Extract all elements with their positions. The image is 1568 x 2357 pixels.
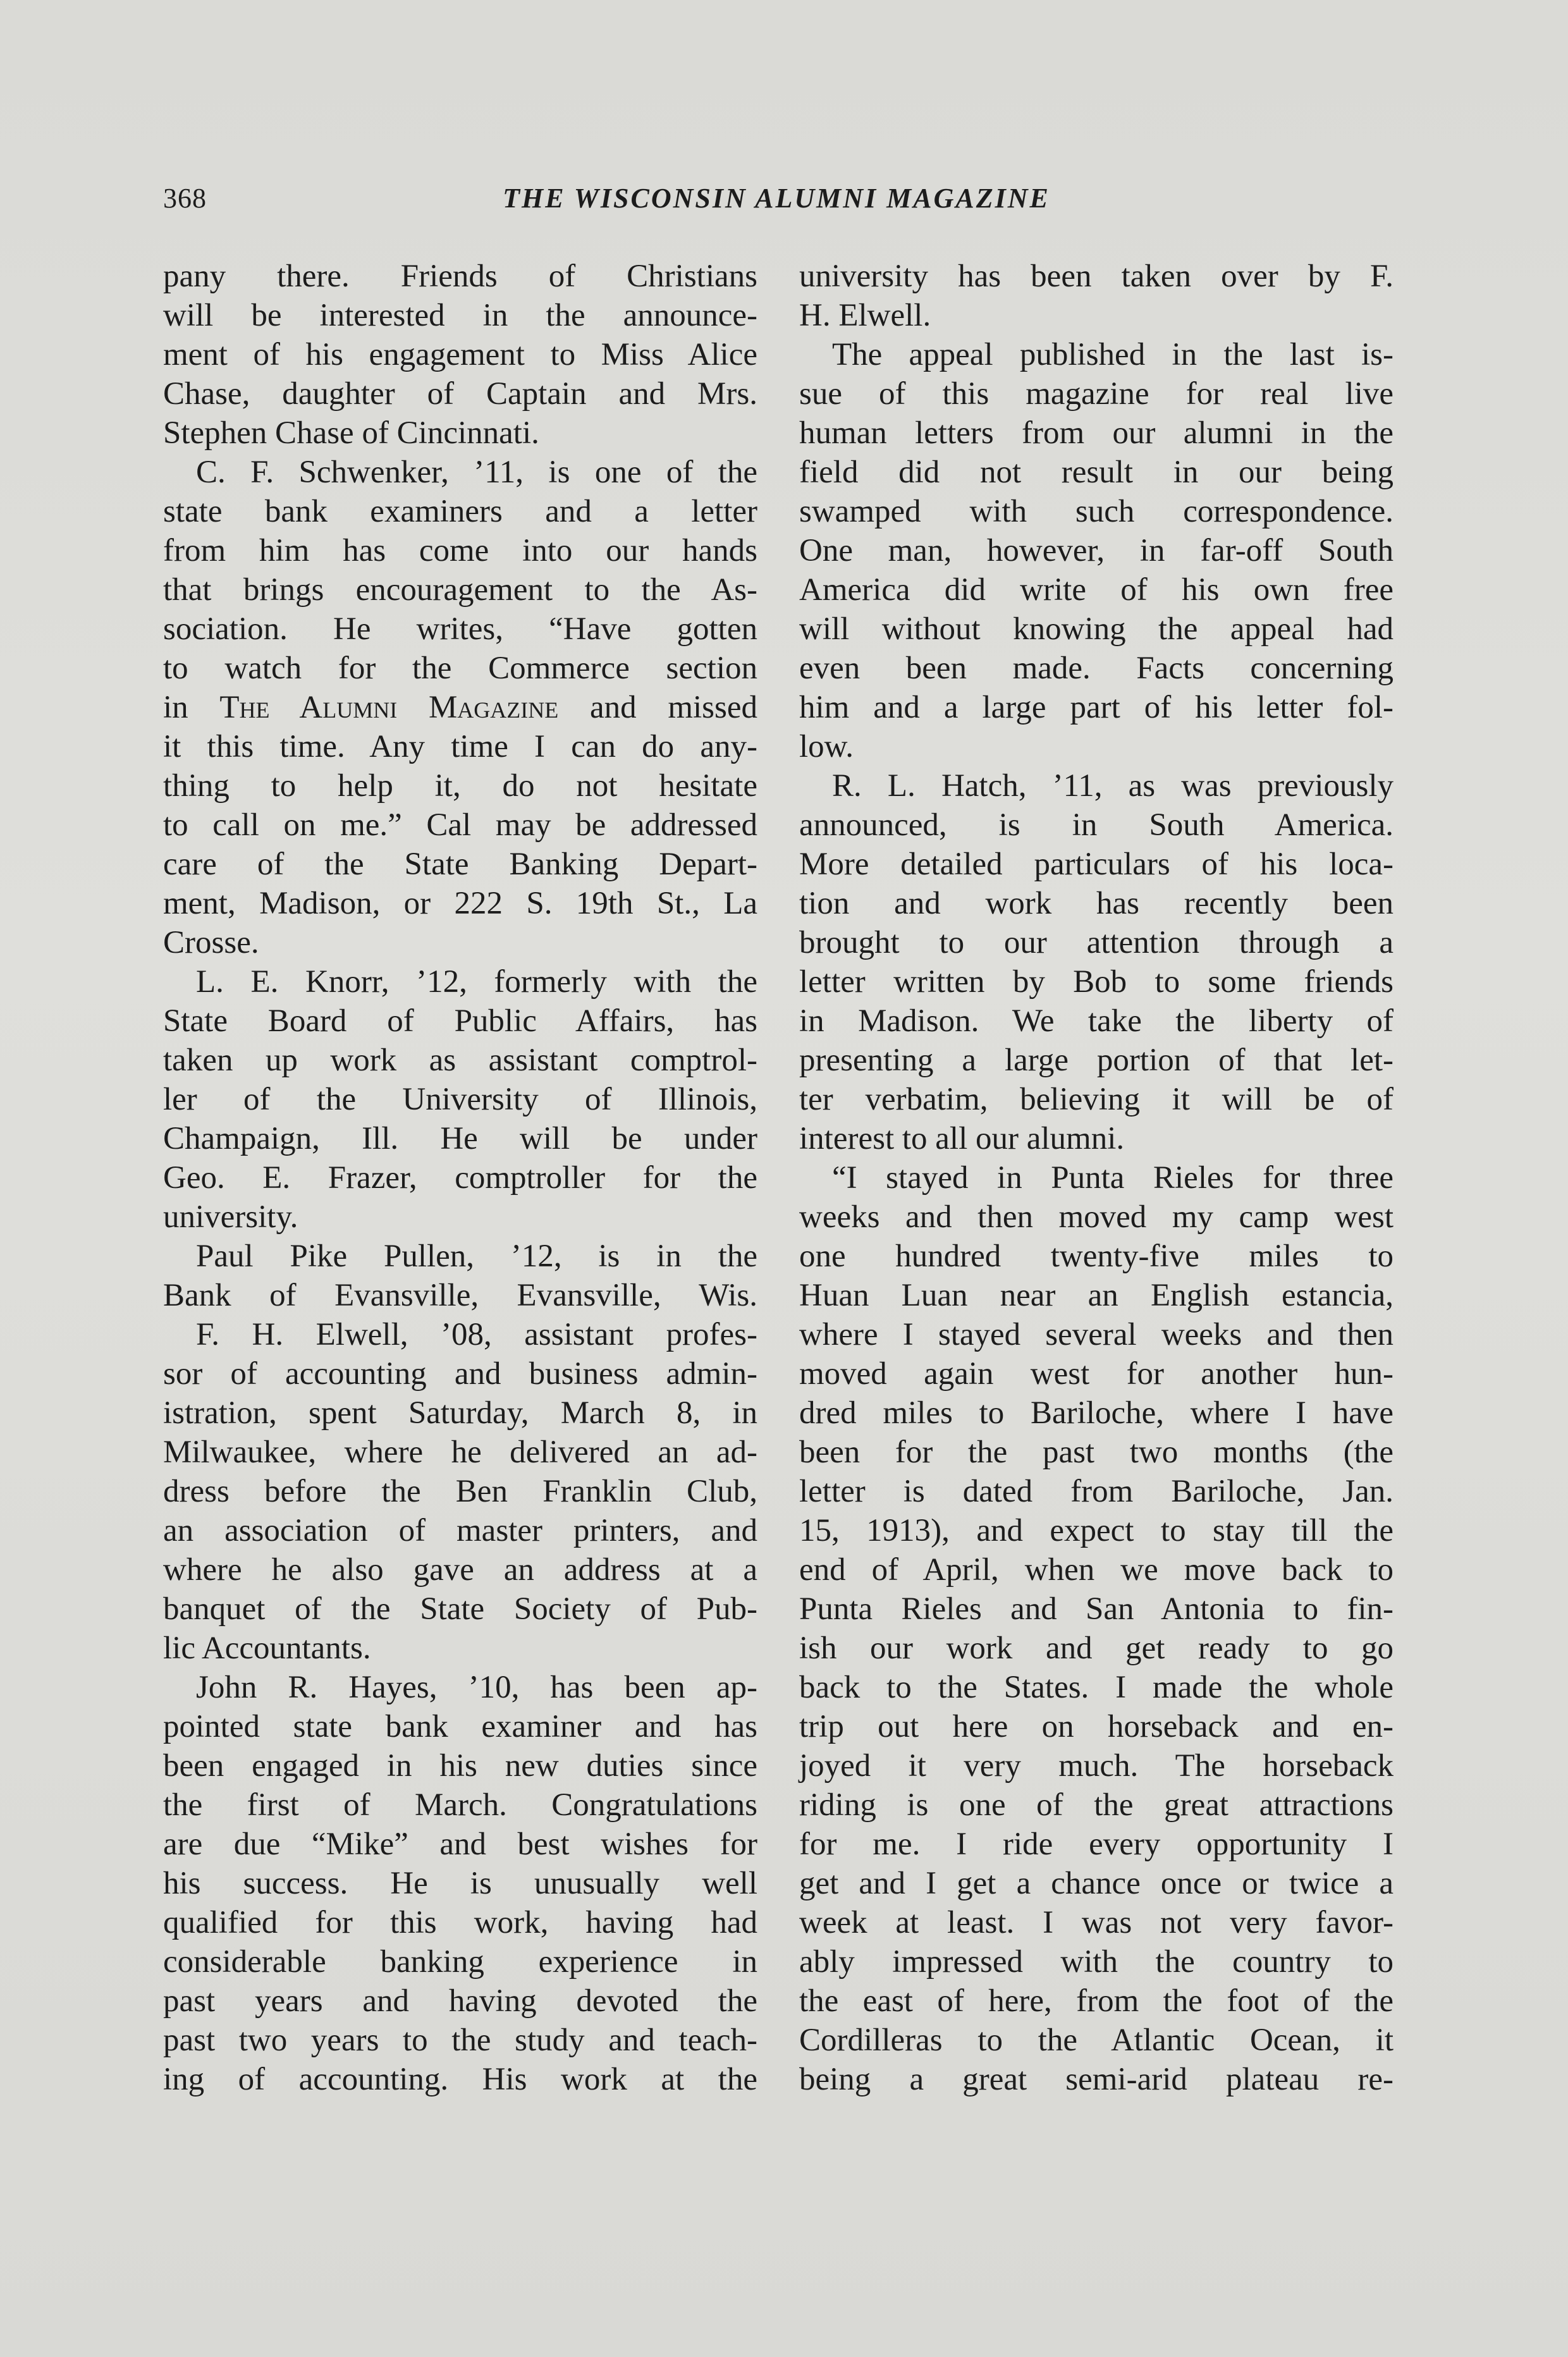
text-line: one hundred twenty-five miles to — [799, 1239, 1393, 1274]
text-line: pany there. Friends of Christians — [163, 259, 757, 294]
text-line: sociation. He writes, “Have gotten — [163, 611, 757, 647]
text-line: 15, 1913), and expect to stay till the — [799, 1513, 1393, 1548]
text-line: field did not result in our being — [799, 455, 1393, 490]
text-line: ler of the University of Illinois, — [163, 1082, 757, 1117]
text-line: that brings encouragement to the As- — [163, 572, 757, 608]
text-line: ish our work and get ready to go — [799, 1631, 1393, 1666]
text-line: get and I get a chance once or twice a — [799, 1866, 1393, 1901]
text-line: John R. Hayes, ’10, has been ap- — [196, 1670, 757, 1705]
text-line: joyed it very much. The horseback — [799, 1748, 1393, 1784]
text-line: letter written by Bob to some friends — [799, 964, 1393, 1000]
text-line: past years and having devoted the — [163, 1983, 757, 2019]
text-line: for me. I ride every opportunity I — [799, 1827, 1393, 1862]
text-line: tion and work has recently been — [799, 886, 1393, 921]
text-line: Stephen Chase of Cincinnati. — [163, 415, 539, 451]
page-number: 368 — [163, 183, 207, 214]
text-line: ment of his engagement to Miss Alice — [163, 337, 757, 372]
text-line: end of April, when we move back to — [799, 1552, 1393, 1588]
text-line: F. H. Elwell, ’08, assistant profes- — [196, 1317, 757, 1352]
text-line: past two years to the study and teach- — [163, 2023, 757, 2058]
text-line: istration, spent Saturday, March 8, in — [163, 1395, 757, 1431]
text-line: Punta Rieles and San Antonia to fin- — [799, 1591, 1393, 1627]
left-column — [163, 257, 757, 2099]
text-line: Geo. E. Frazer, comptroller for the — [163, 1160, 757, 1196]
text-line: The appeal published in the last is- — [832, 337, 1393, 372]
text-line: swamped with such correspondence. — [799, 494, 1393, 529]
text-line: Crosse. — [163, 925, 259, 960]
text-line: the east of here, from the foot of the — [799, 1983, 1393, 2019]
text-line: been for the past two months (the — [799, 1435, 1393, 1470]
text-line: Cordilleras to the Atlantic Ocean, it — [799, 2023, 1393, 2058]
text-line: care of the State Banking Depart- — [163, 847, 757, 882]
text-line: riding is one of the great attractions — [799, 1787, 1393, 1823]
text-line: in Madison. We take the liberty of — [799, 1003, 1393, 1039]
text-line: State Board of Public Affairs, has — [163, 1003, 757, 1039]
text-line: Champaign, Ill. He will be under — [163, 1121, 757, 1156]
text-line: university. — [163, 1199, 298, 1235]
text-line: sue of this magazine for real live — [799, 376, 1393, 412]
text-line: Paul Pike Pullen, ’12, is in the — [196, 1239, 757, 1274]
text-line: ter verbatim, believing it will be of — [799, 1082, 1393, 1117]
text-line: ing of accounting. His work at the — [163, 2062, 757, 2097]
running-head — [163, 182, 1390, 220]
text-line: “I stayed in Punta Rieles for three — [832, 1160, 1393, 1196]
text-line: week at least. I was not very favor- — [799, 1905, 1393, 1940]
text-line: where he also gave an address at a — [163, 1552, 757, 1588]
text-line: thing to help it, do not hesitate — [163, 768, 757, 804]
text-line: ably impressed with the country to — [799, 1944, 1393, 1980]
text-line: where I stayed several weeks and then — [799, 1317, 1393, 1352]
text-line: will be interested in the announce- — [163, 298, 757, 333]
text-line: America did write of his own free — [799, 572, 1393, 608]
text-line: to watch for the Commerce section — [163, 651, 757, 686]
text-line: C. F. Schwenker, ’11, is one of the — [196, 455, 757, 490]
text-line: H. Elwell. — [799, 298, 931, 333]
text-line: in The Alumni Magazine and missed — [163, 690, 758, 725]
text-line: his success. He is unusually well — [163, 1866, 757, 1901]
text-line: ment, Madison, or 222 S. 19th St., La — [163, 886, 757, 921]
text-line: banquet of the State Society of Pub- — [163, 1591, 757, 1627]
text-line: R. L. Hatch, ’11, as was previously — [832, 768, 1393, 804]
text-line: pointed state bank examiner and has — [163, 1709, 757, 1744]
text-line: More detailed particulars of his loca- — [799, 847, 1393, 882]
text-line: low. — [799, 729, 854, 764]
journal-title: THE WISCONSIN ALUMNI MAGAZINE — [503, 183, 1050, 214]
text-line: state bank examiners and a letter — [163, 494, 757, 529]
text-line: interest to all our alumni. — [799, 1121, 1125, 1156]
right-column — [799, 257, 1393, 2099]
text-line: being a great semi-arid plateau re- — [799, 2062, 1393, 2097]
text-line: will without knowing the appeal had — [799, 611, 1393, 647]
text-line: human letters from our alumni in the — [799, 415, 1393, 451]
text-line: Milwaukee, where he delivered an ad- — [163, 1435, 757, 1470]
text-line: brought to our attention through a — [799, 925, 1393, 960]
text-line: considerable banking experience in — [163, 1944, 757, 1980]
text-line: lic Accountants. — [163, 1631, 371, 1666]
text-line: presenting a large portion of that let- — [799, 1043, 1393, 1078]
text-line: from him has come into our hands — [163, 533, 757, 568]
text-line: the first of March. Congratulations — [163, 1787, 757, 1823]
text-line: even been made. Facts concerning — [799, 651, 1393, 686]
text-line: it this time. Any time I can do any- — [163, 729, 757, 764]
text-line: L. E. Knorr, ’12, formerly with the — [196, 964, 757, 1000]
text-line: university has been taken over by F. — [799, 259, 1393, 294]
text-line: taken up work as assistant comptrol- — [163, 1043, 757, 1078]
text-line: announced, is in South America. — [799, 807, 1393, 843]
text-line: sor of accounting and business admin- — [163, 1356, 757, 1392]
text-line: Chase, daughter of Captain and Mrs. — [163, 376, 757, 412]
text-line: Huan Luan near an English estancia, — [799, 1278, 1393, 1313]
text-line: moved again west for another hun- — [799, 1356, 1393, 1392]
text-line: qualified for this work, having had — [163, 1905, 757, 1940]
text-line: One man, however, in far-off South — [799, 533, 1393, 568]
text-line: trip out here on horseback and en- — [799, 1709, 1393, 1744]
text-line: to call on me.” Cal may be addressed — [163, 807, 757, 843]
text-line: dred miles to Bariloche, where I have — [799, 1395, 1393, 1431]
text-line: weeks and then moved my camp west — [799, 1199, 1393, 1235]
text-line: an association of master printers, and — [163, 1513, 757, 1548]
text-line: are due “Mike” and best wishes for — [163, 1827, 757, 1862]
text-line: dress before the Ben Franklin Club, — [163, 1474, 757, 1509]
text-line: back to the States. I made the whole — [799, 1670, 1393, 1705]
text-line: been engaged in his new duties since — [163, 1748, 757, 1784]
text-line: Bank of Evansville, Evansville, Wis. — [163, 1278, 757, 1313]
text-line: him and a large part of his letter fol- — [799, 690, 1393, 725]
text-line: letter is dated from Bariloche, Jan. — [799, 1474, 1393, 1509]
